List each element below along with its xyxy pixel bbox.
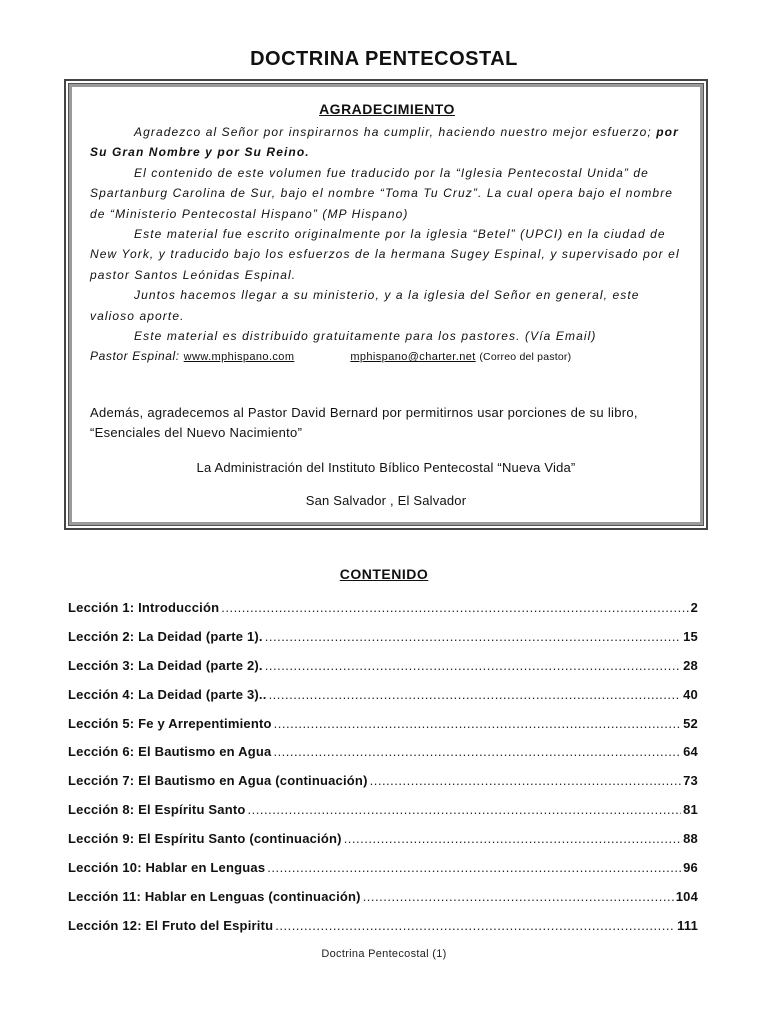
acknowledgement-body	[90, 122, 684, 346]
email-note: (Correo del pastor)	[479, 351, 572, 364]
toc-entry[interactable]	[68, 600, 698, 629]
toc-entry-label: Lección 10: Hablar en Lenguas	[68, 860, 266, 876]
document-title: DOCTRINA PENTECOSTAL	[250, 48, 518, 70]
administration-line: La Administración del Instituto Bíblico Pentecostal “Nueva Vida”	[196, 460, 576, 475]
email-block	[350, 351, 571, 363]
contact-label: Pastor Espinal:	[90, 349, 180, 364]
toc-entry-label: Lección 5: Fe y Arrepentimiento	[68, 715, 272, 731]
toc-entry[interactable]	[68, 889, 698, 918]
toc-entry-label: Lección 4: La Deidad (parte 3)..	[68, 686, 267, 702]
toc-entry[interactable]	[68, 629, 698, 658]
table-of-contents	[68, 600, 698, 947]
toc-entry-page: 81	[683, 802, 698, 818]
toc-entry-label: Lección 1: Introducción	[68, 600, 220, 615]
toc-dot-leader	[221, 600, 688, 615]
toc-entry-label: Lección 8: El Espíritu Santo	[68, 802, 246, 818]
acknowledgement-frame	[64, 79, 708, 530]
toc-entry-label: Lección 2: La Deidad (parte 1).	[68, 628, 263, 644]
acknowledgement-paragraph-1-bold: por Su Gran Nombre y por Su Reino.	[90, 125, 679, 160]
toc-entry[interactable]	[68, 687, 698, 716]
toc-entry[interactable]	[68, 773, 698, 802]
toc-entry[interactable]	[68, 918, 698, 947]
toc-entry-page: 88	[683, 831, 698, 847]
toc-entry-label: Lección 3: La Deidad (parte 2).	[68, 657, 263, 673]
acknowledgement-paragraph-5: Este material es distribuido gratuitamente para los pastores. (Vía Email)	[134, 329, 597, 344]
toc-entry-page: 28	[683, 657, 698, 673]
toc-entry-page: 52	[683, 715, 698, 731]
toc-dot-leader	[344, 831, 681, 846]
toc-dot-leader	[248, 802, 682, 817]
extra-thanks: Además, agradecemos al Pastor David Bernard por permitirnos usar porciones de su libro, “Esenciales del Nuevo Nacimiento”	[90, 405, 638, 440]
toc-dot-leader	[275, 918, 675, 933]
toc-dot-leader	[265, 658, 681, 673]
location-line: San Salvador , El Salvador	[305, 493, 467, 508]
toc-entry[interactable]	[68, 658, 698, 687]
toc-entry-page: 96	[683, 860, 698, 876]
acknowledgement-paragraph-3: Este material fue escrito originalmente por la iglesia “Betel” (UPCI) en la ciudad de New York, y traducido bajo los esfuerzos de la hermana Sugey Espinal, y supervisado por el pastor Santos Leónidas Espinal.	[90, 227, 680, 282]
toc-entry-label: Lección 11: Hablar en Lenguas (continuación)	[68, 888, 361, 904]
toc-entry[interactable]	[68, 860, 698, 889]
toc-entry-label: Lección 7: El Bautismo en Agua (continuación)	[68, 773, 368, 789]
toc-entry-label: Lección 6: El Bautismo en Agua	[68, 744, 272, 760]
toc-entry-label: Lección 12: El Fruto del Espiritu	[68, 917, 274, 933]
toc-dot-leader	[265, 629, 681, 644]
email-link[interactable]: mphispano@charter.net	[350, 351, 476, 364]
toc-entry-page: 40	[683, 686, 698, 702]
acknowledgement-paragraph-1	[90, 122, 684, 163]
toc-entry-page: 15	[683, 628, 698, 644]
toc-entry-label: Lección 9: El Espíritu Santo (continuación)	[68, 831, 342, 847]
acknowledgement-paragraph-2: El contenido de este volumen fue traducido por la “Iglesia Pentecostal Unida” de Spartanburg Carolina de Sur, bajo el nombre “Toma Tu Cruz”. La cual opera bajo el nombre de “Ministerio Pentecostal Hispano” (MP Hispano)	[90, 165, 674, 221]
toc-entry[interactable]	[68, 831, 698, 860]
toc-dot-leader	[370, 773, 682, 788]
toc-entry-page: 73	[683, 773, 698, 789]
contents-heading: CONTENIDO	[339, 566, 429, 582]
page-footer: Doctrina Pentecostal (1)	[321, 948, 447, 960]
acknowledgement-frame-inner	[69, 84, 703, 525]
toc-dot-leader	[269, 687, 682, 702]
acknowledgement-paragraph-1-text: Agradezco al Señor por inspirarnos ha cumplir, haciendo nuestro mejor esfuerzo;	[134, 125, 652, 139]
toc-dot-leader	[267, 860, 681, 875]
toc-dot-leader	[274, 716, 681, 731]
toc-entry[interactable]	[68, 802, 698, 831]
toc-entry-page: 111	[677, 917, 698, 933]
toc-entry-page: 64	[683, 744, 698, 760]
toc-dot-leader	[363, 889, 674, 904]
contact-line	[90, 346, 684, 367]
acknowledgement-heading: AGRADECIMIENTO	[319, 101, 455, 117]
website-link[interactable]: www.mphispano.com	[183, 351, 295, 364]
acknowledgement-paragraph-4: Juntos hacemos llegar a su ministerio, y a la iglesia del Señor en general, este valioso aporte.	[90, 288, 640, 323]
toc-dot-leader	[273, 744, 681, 759]
toc-entry-page: 104	[675, 888, 698, 904]
toc-entry[interactable]	[68, 716, 698, 745]
toc-entry[interactable]	[68, 744, 698, 773]
toc-entry-page: 2	[690, 600, 698, 615]
